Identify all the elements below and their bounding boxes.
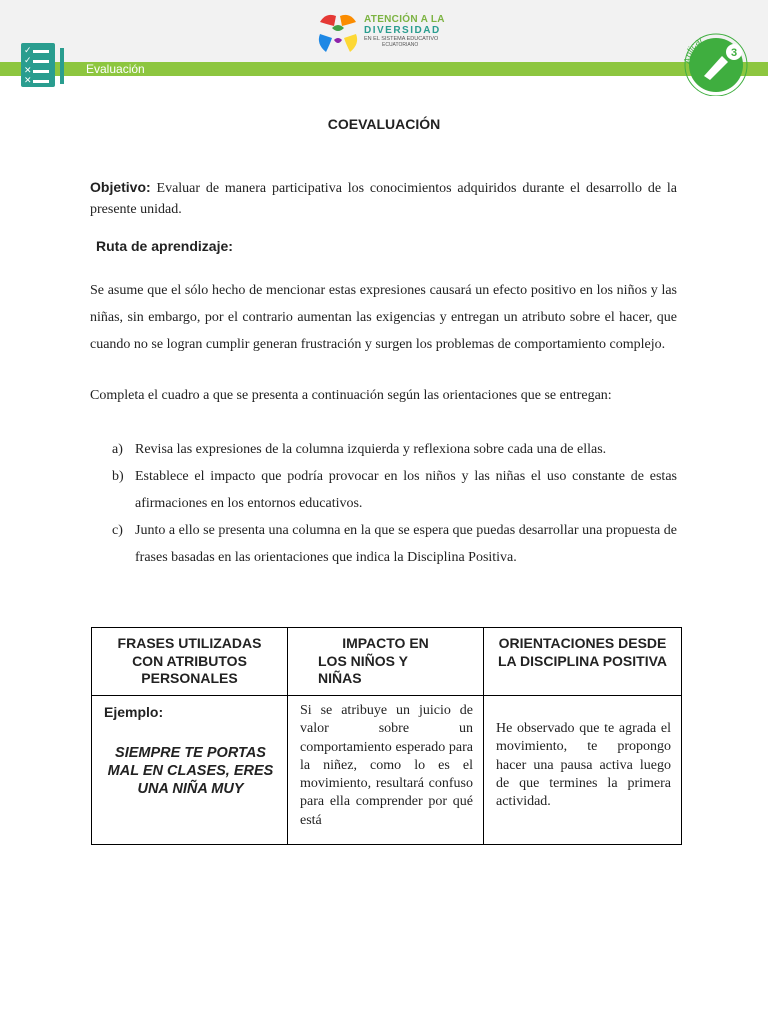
checklist-icon: ✓ ✓ ✕ ✕: [21, 43, 55, 87]
header-orientaciones: ORIENTACIONES DESDE LA DISCIPLINA POSITIVA: [484, 628, 682, 696]
table-header-row: [92, 628, 682, 696]
page-title: COEVALUACIÓN: [327, 116, 441, 132]
list-text: Revisa las expresiones de la columna izquierda y reflexiona sobre cada una de ellas.: [135, 442, 607, 457]
header-impacto: [288, 628, 484, 696]
logo: [316, 12, 456, 58]
objective-label: Objetivo:: [90, 179, 151, 195]
cell-orientacion: He observado que te agrada el movimiento, te propongo hacer una pausa activa luego de que termines la primera actividad.: [484, 696, 682, 845]
logo-line-4: ECUATORIANO: [382, 42, 419, 48]
section-label: Evaluación: [86, 62, 145, 76]
cell-impacto: Si se atribuye un juicio de valor sobre un comportamiento esperado para la niñez, como lo es el movimiento, resultará confuso para ella comprender por qué está: [288, 696, 484, 845]
header-impacto-line2: LOS NIÑOS Y: [318, 652, 408, 669]
table-row: [92, 696, 682, 845]
example-label: Ejemplo:: [104, 704, 164, 720]
list-text: Junto a ello se presenta una columna en la que se espera que puedas desarrollar una propuesta de frases basadas en las orientaciones que indica la Disciplina Positiva.: [135, 523, 677, 565]
pencil-icon: [60, 48, 64, 84]
badge-text: Aplicar: [682, 34, 705, 65]
intro-paragraph: Se asume que el sólo hecho de mencionar estas expresiones causará un efecto positivo en los niños y las niñas, sin embargo, por el contrario aumentan las exigencias y entregan un atributo sobre el hacer, que cuando no se logran cumplir generan frustración y surgen los problemas de comportamiento complejo.: [90, 283, 677, 352]
hands-logo-icon: [316, 12, 360, 54]
list-text: Establece el impacto que podría provocar en los niños y las niñas el uso constante de estas afirmaciones en los entornos educativos.: [135, 469, 677, 511]
objective-text: Evaluar de manera participativa los conocimientos adquiridos durante el desarrollo de la presente unidad.: [90, 181, 678, 217]
aplicar-badge: [682, 30, 748, 96]
instruction-list: [112, 436, 677, 571]
list-item: [112, 436, 677, 463]
example-phrase: SIEMPRE TE PORTAS MAL EN CLASES, ERES UNA NIÑA MUY: [107, 745, 274, 797]
logo-line-1: ATENCIÓN A LA: [364, 14, 445, 25]
list-marker: c): [112, 523, 123, 538]
header-frases: FRASES UTILIZADAS CON ATRIBUTOS PERSONALES: [92, 628, 288, 696]
header-impacto-line3: NIÑAS: [318, 670, 362, 686]
ruta-label: Ruta de aprendizaje:: [96, 238, 233, 254]
list-item: [112, 517, 677, 571]
coevaluation-table: [91, 627, 682, 845]
header-impacto-line1: IMPACTO EN: [342, 635, 429, 651]
logo-line-2: DIVERSIDAD: [364, 25, 441, 36]
instruction: Completa el cuadro a que se presenta a continuación según las orientaciones que se entregan:: [90, 388, 612, 403]
cell-frase: [92, 696, 288, 845]
objective: [90, 177, 677, 220]
list-marker: b): [112, 469, 124, 484]
list-item: [112, 463, 677, 517]
list-marker: a): [112, 442, 123, 457]
logo-line-3: EN EL SISTEMA EDUCATIVO: [364, 36, 439, 42]
badge-number: 3: [730, 47, 738, 59]
